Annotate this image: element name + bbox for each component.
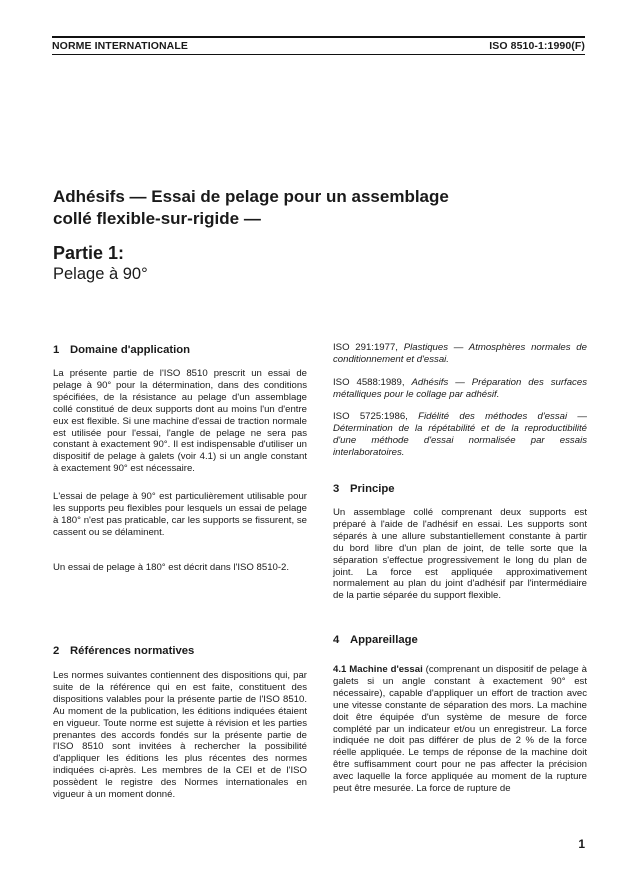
subsection-4-1-text: (comprenant un dispositif de pelage à galets si un angle constant à exactement 90° est nécessaire), capable d'appliquer un effort de traction avec une vitesse constante de séparation des mors. La machine doit être équipée d'un système de mesure de force complété par un indicateur et/ou un enregistreur. La force indiquée ne doit pas différer de plus de 2 % de la force réelle appliquée. Le temps de réponse de la machine doit être suffisamment court pour ne pas affecter la précision avec laquelle la force appliquée au moment de la rupture peut être mesurée. La force de rupture de xyxy=(333,664,587,795)
section-2-heading xyxy=(53,645,194,657)
section-4-1-paragraph xyxy=(333,664,587,795)
section-3-heading xyxy=(333,483,395,495)
header-standard-number: ISO 8510-1:1990(F) xyxy=(489,40,585,52)
reference-iso-5725 xyxy=(333,411,587,459)
section-4-number: 4 xyxy=(333,634,340,646)
section-3-paragraph-1: Un assemblage collé comprenant deux supports est préparé à l'aide de l'adhésif en essai. Les supports sont séparés à une allure substantiellement constante à partir du bord libre d'un plan de joint, de telle sorte que la séparation s'effectue progressivement le long du plan de joint. La force est appliquée approximativement normalement au plan du joint d'adhésif par l'intermédiaire de la partie séparée du support flexible. xyxy=(333,507,587,602)
section-1-paragraph-1: La présente partie de l'ISO 8510 prescrit un essai de pelage à 90° pour la détermination, dans des conditions spécifiées, de la résistance au pelage d'un assemblage collé constitué de deux supports dont au moins l'un d'entre eux est flexible. Si une machine d'essai de traction normale est utilisée pour l'essai, l'angle de pelage ne sera pas constant à exactement 90°. Il est indispensable d'utiliser un dispositif de pelage à galets (voir 4.1) si un angle constant à exactement 90° est nécessaire. xyxy=(53,368,307,475)
section-3-title: Principe xyxy=(350,483,395,495)
reference-code: ISO 4588:1989, xyxy=(333,377,412,388)
reference-code: ISO 5725:1986, xyxy=(333,411,419,422)
reference-iso-4588 xyxy=(333,377,587,401)
reference-title: Adhésifs — Préparation des surfaces métalliques pour le collage par adhésif. xyxy=(333,377,587,400)
reference-title: Fidélité des méthodes d'essai — Détermination de la répétabilité et de la reproductibilité d'une méthode d'essai normalisée par essais interlaboratoires. xyxy=(333,411,587,458)
section-1-paragraph-2: L'essai de pelage à 90° est particulièrement utilisable pour les supports peu flexibles pour lesquels un essai de pelage à 180° n'est pas praticable, car les supports se fissurent, se cassent ou se délaminent. xyxy=(53,491,307,538)
reference-title: Plastiques — Atmosphères normales de conditionnement et d'essai. xyxy=(333,342,587,365)
section-4-title: Appareillage xyxy=(350,634,418,646)
section-4-heading xyxy=(333,634,418,646)
page-number: 1 xyxy=(578,837,585,851)
section-1-heading xyxy=(53,344,190,356)
document-title: Adhésifs — Essai de pelage pour un assemblage collé flexible-sur-rigide — xyxy=(53,187,449,228)
header-standard-type: NORME INTERNATIONALE xyxy=(52,40,188,52)
part-label: Partie 1: xyxy=(53,243,125,263)
section-1-title: Domaine d'application xyxy=(70,344,191,356)
section-1-paragraph-3: Un essai de pelage à 180° est décrit dans l'ISO 8510-2. xyxy=(53,562,290,573)
section-3-number: 3 xyxy=(333,483,340,495)
page-header xyxy=(52,36,585,56)
header-rule-top xyxy=(52,36,585,38)
header-rule-bottom xyxy=(52,54,585,55)
section-1-number: 1 xyxy=(53,344,60,356)
section-2-title: Références normatives xyxy=(70,645,195,657)
reference-iso-291 xyxy=(333,342,587,366)
section-2-number: 2 xyxy=(53,645,60,657)
reference-code: ISO 291:1977, xyxy=(333,342,404,353)
subsection-4-1-label: 4.1 Machine d'essai xyxy=(333,664,423,675)
part-subtitle: Pelage à 90° xyxy=(53,265,148,283)
section-2-paragraph-1: Les normes suivantes contiennent des dispositions qui, par suite de la référence qui en est faite, constituent des dispositions valables pour la présente partie de l'ISO 8510. Au moment de la publication, les éditions indiquées étaient en vigueur. Toute norme est sujette à révision et les parties prenantes des accords fondés sur la présente partie de l'ISO 8510 sont invitées à rechercher la possibilité d'appliquer les éditions les plus récentes des normes indiquées ci-après. Les membres de la CEI et de l'ISO possèdent le registre des Normes internationales en vigueur à un moment donné. xyxy=(53,670,307,801)
